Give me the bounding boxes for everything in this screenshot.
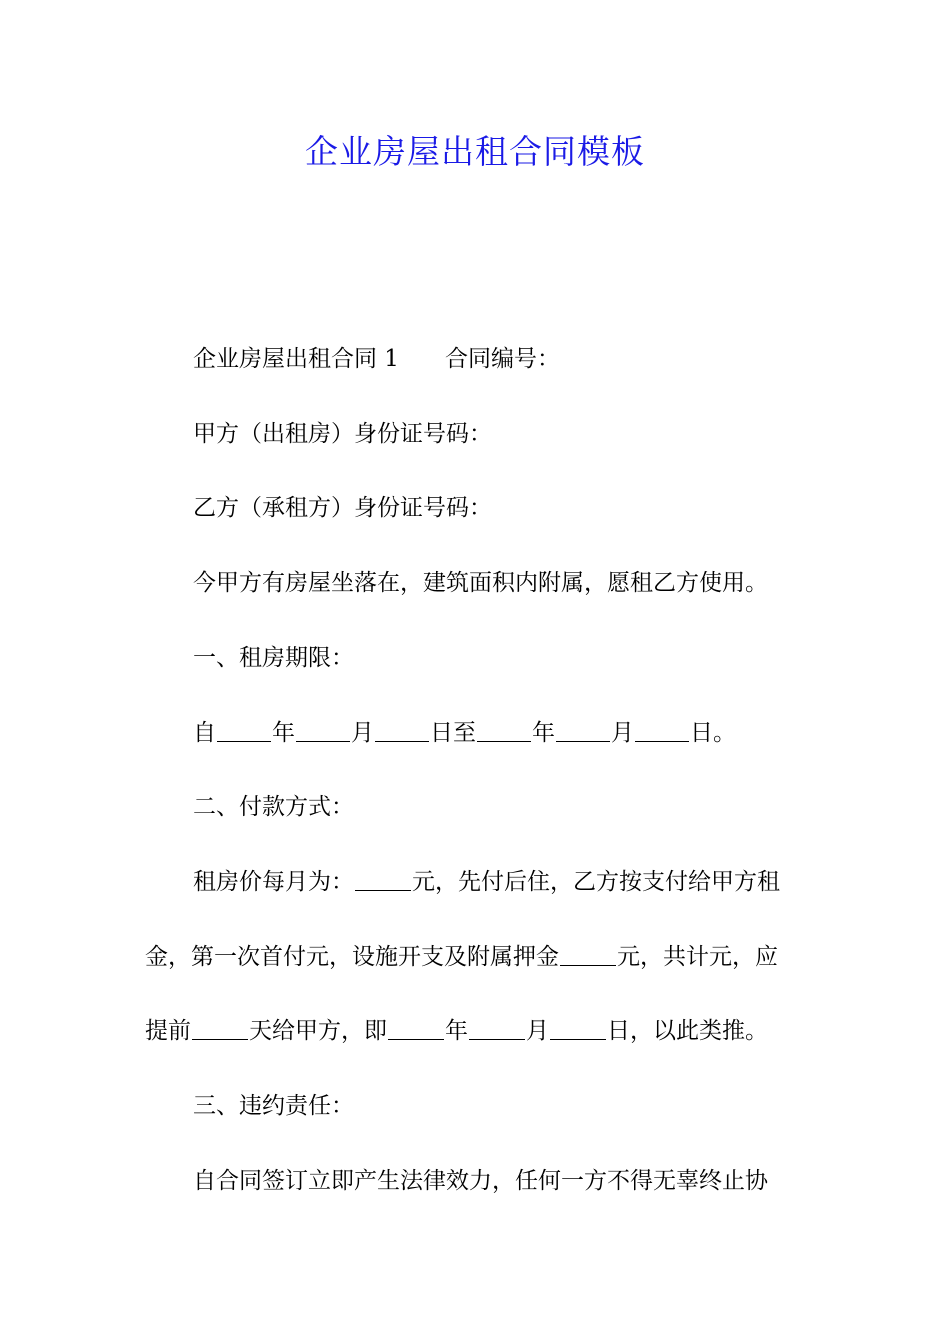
blank-field — [355, 889, 411, 891]
payment-text: 提前 — [145, 1018, 191, 1044]
blank-field — [550, 1038, 606, 1040]
party-b-line: 乙方（承租方）身份证号码： — [193, 495, 492, 521]
party-a-line: 甲方（出租房）身份证号码： — [193, 421, 492, 447]
contract-number-label: 合同编号： — [444, 346, 560, 372]
liability-line: 自合同签订立即产生法律效力，任何一方不得无辜终止协 — [193, 1168, 768, 1194]
payment-text: 租房价每月为： — [193, 869, 354, 895]
section-1-heading: 一、租房期限： — [193, 645, 354, 671]
blank-field — [477, 740, 531, 742]
payment-text: 日，以此类推。 — [607, 1018, 768, 1044]
term-text: 日。 — [690, 720, 736, 746]
section-3-heading: 三、违约责任： — [193, 1093, 354, 1119]
blank-field — [296, 740, 350, 742]
term-text: 自 — [193, 720, 216, 746]
payment-text: 年 — [445, 1018, 468, 1044]
blank-field — [388, 1038, 444, 1040]
blank-field — [635, 740, 689, 742]
blank-field — [560, 964, 616, 966]
payment-line-1 — [145, 865, 858, 899]
payment-text: 金，第一次首付元，设施开支及附属押金 — [145, 944, 559, 970]
payment-text: 元，先付后住，乙方按支付给甲方租 — [412, 869, 780, 895]
payment-text: 月 — [526, 1018, 549, 1044]
term-text: 日至 — [430, 720, 476, 746]
blank-field — [192, 1038, 248, 1040]
term-text: 月 — [351, 720, 374, 746]
blank-field — [556, 740, 610, 742]
payment-text: 天给甲方，即 — [249, 1018, 387, 1044]
blank-field — [217, 740, 271, 742]
blank-field — [375, 740, 429, 742]
payment-line-2 — [145, 940, 810, 974]
property-line: 今甲方有房屋坐落在，建筑面积内附属，愿租乙方使用。 — [193, 570, 768, 596]
document-title: 企业房屋出租合同模板 — [305, 132, 645, 171]
term-text: 年 — [272, 720, 295, 746]
term-text: 月 — [611, 720, 634, 746]
lease-term-line — [145, 716, 858, 750]
section-2-heading: 二、付款方式： — [193, 794, 354, 820]
payment-line-3 — [145, 1014, 810, 1048]
blank-field — [469, 1038, 525, 1040]
payment-text: 元，共计元，应 — [617, 944, 778, 970]
contract-name: 企业房屋出租合同 1 — [193, 346, 399, 372]
term-text: 年 — [532, 720, 555, 746]
contract-heading-line — [145, 342, 858, 376]
